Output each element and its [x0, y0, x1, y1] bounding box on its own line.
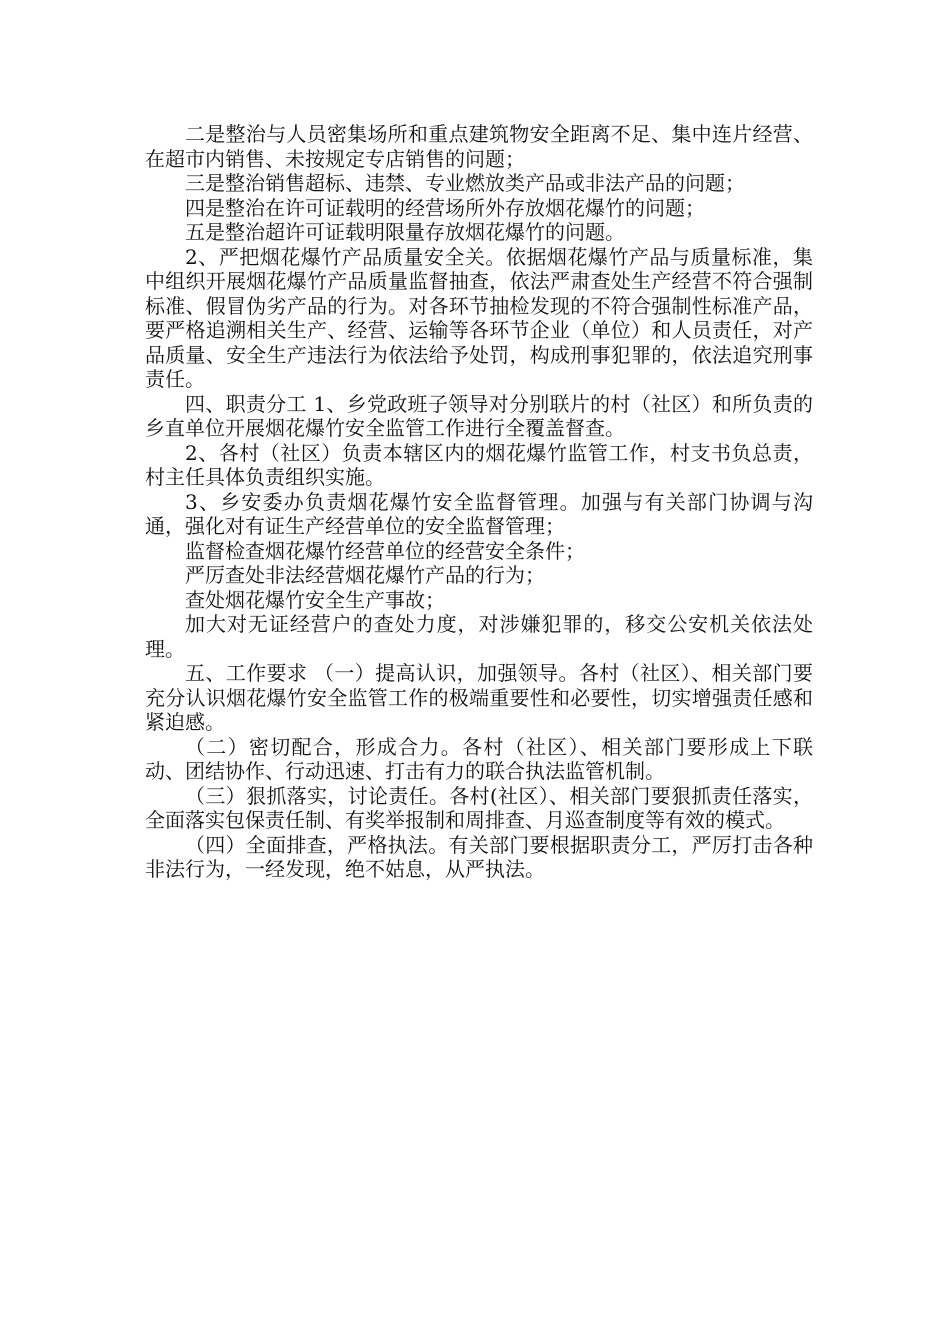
paragraph-14: （二）密切配合，形成合力。各村（社区）、相关部门要形成上下联动、团结协作、行动迅速、打击有力的联合执法监管机制。 [145, 734, 813, 783]
paragraph-3: 四是整治在许可证载明的经营场所外存放烟花爆竹的问题； [185, 195, 705, 220]
paragraph-6: 四、职责分工 1、乡党政班子领导对分别联片的村（社区）和所负责的乡直单位开展烟花爆竹安全监管工作进行全覆盖督查。 [145, 391, 813, 440]
document-body [145, 122, 813, 882]
paragraph-15: （三）狠抓落实，讨论责任。各村(社区）、相关部门要狠抓责任落实，全面落实包保责任制、有奖举报制和周排查、月巡查制度等有效的模式。 [145, 783, 813, 832]
paragraph-5: 2、严把烟花爆竹产品质量安全关。依据烟花爆竹产品与质量标准，集中组织开展烟花爆竹产品质量监督抽查，依法严肃查处生产经营不符合强制标准、假冒伪劣产品的行为。对各环节抽检发现的不符合强制性标准产品，要严格追溯相关生产、经营、运输等各环节企业（单位）和人员责任，对产品质量、安全生产违法行为依法给予处罚，构成刑事犯罪的，依法追究刑事责任。 [145, 244, 813, 391]
paragraph-16: （四）全面排查，严格执法。有关部门要根据职责分工，严厉打击各种非法行为，一经发现，绝不姑息，从严执法。 [145, 832, 813, 881]
paragraph-8: 3、乡安委办负责烟花爆竹安全监督管理。加强与有关部门协调与沟通，强化对有证生产经营单位的安全监督管理； [145, 489, 813, 538]
paragraph-12: 加大对无证经营户的查处力度，对涉嫌犯罪的，移交公安机关依法处理。 [145, 612, 813, 661]
paragraph-2: 三是整治销售超标、违禁、专业燃放类产品或非法产品的问题； [185, 171, 745, 195]
paragraph-9: 监督检查烟花爆竹经营单位的经营安全条件； [185, 538, 585, 563]
paragraph-13: 五、工作要求 （一）提高认识，加强领导。各村（社区）、相关部门要充分认识烟花爆竹安全监管工作的极端重要性和必要性，切实增强责任感和紧迫感。 [145, 661, 813, 734]
paragraph-1: 二是整治与人员密集场所和重点建筑物安全距离不足、集中连片经营、在超市内销售、未按规定专店销售的问题； [145, 122, 813, 171]
paragraph-10: 严厉查处非法经营烟花爆竹产品的行为； [185, 563, 545, 587]
paragraph-11: 查处烟花爆竹安全生产事故； [185, 587, 445, 612]
paragraph-7: 2、各村（社区）负责本辖区内的烟花爆竹监管工作，村支书负总责，村主任具体负责组织实施。 [145, 440, 813, 489]
paragraph-4: 五是整治超许可证载明限量存放烟花爆竹的问题。 [185, 220, 625, 244]
